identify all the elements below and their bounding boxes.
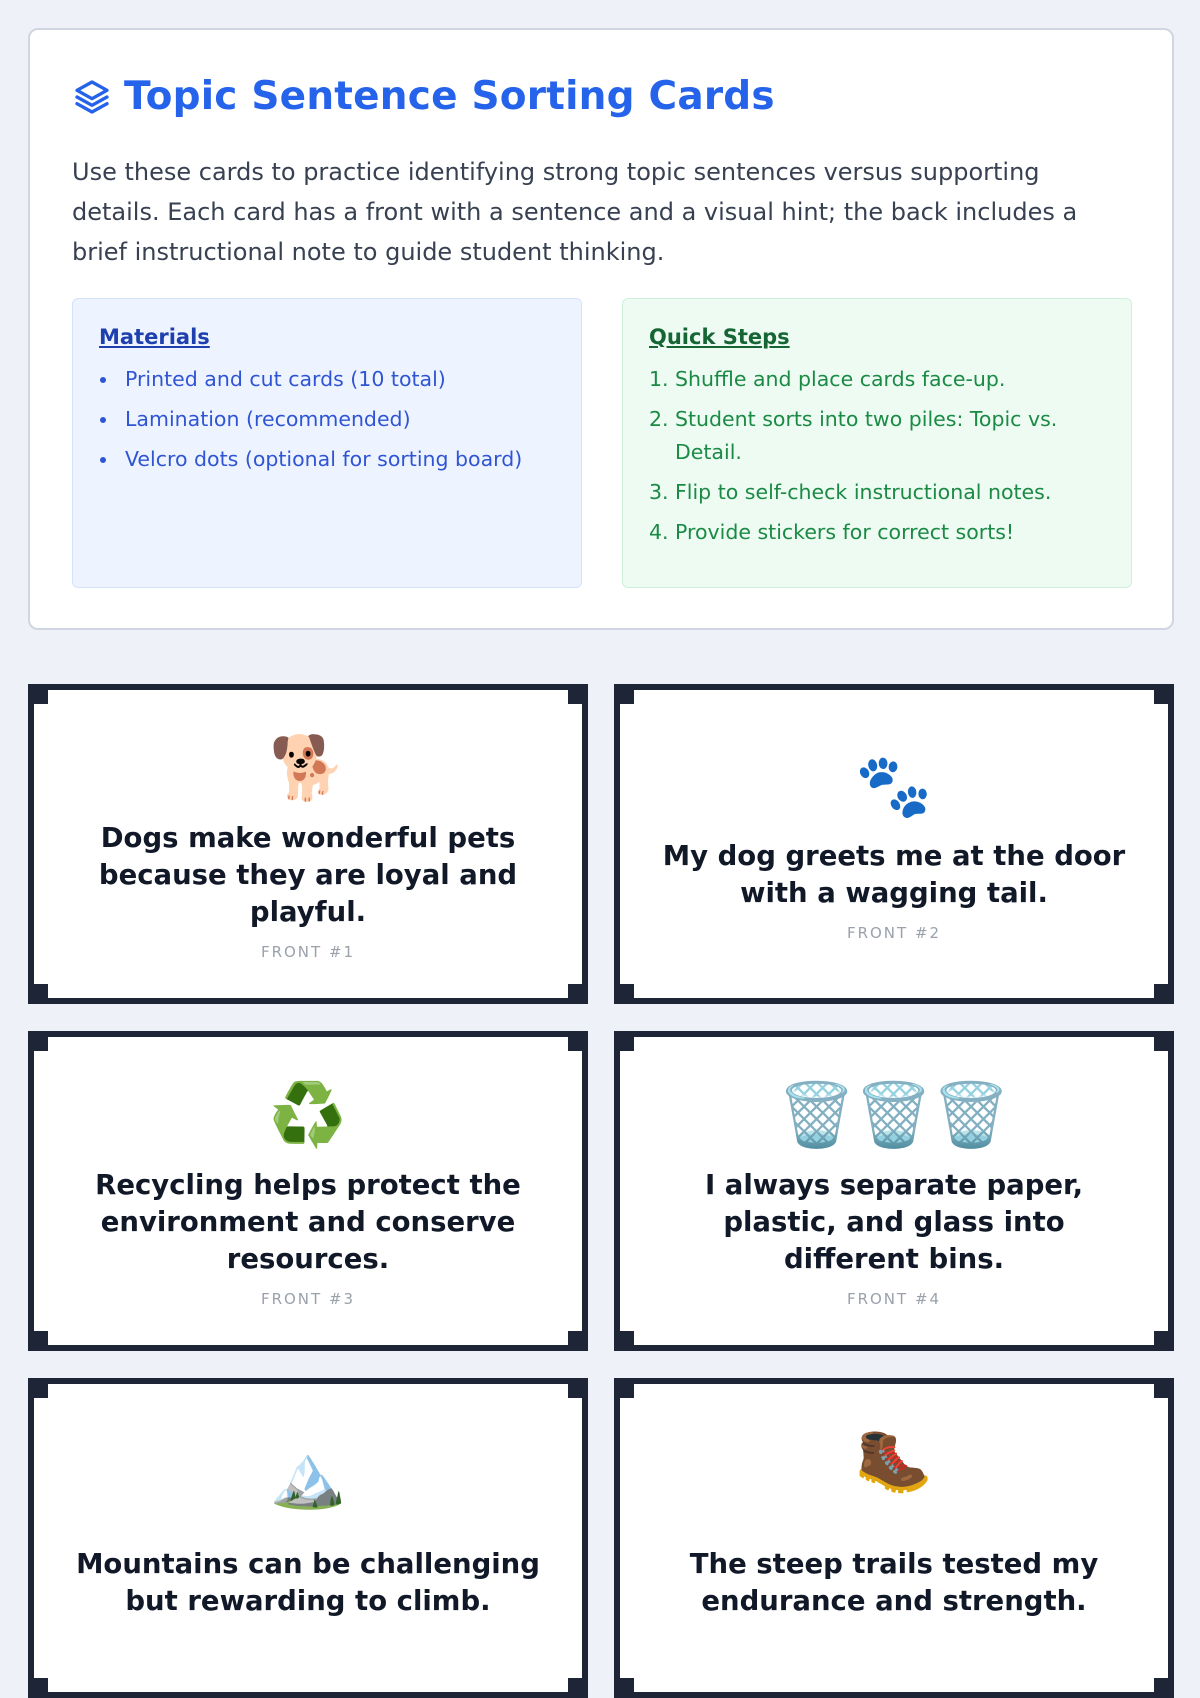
materials-title: Materials — [99, 325, 210, 349]
card-sentence: Recycling helps protect the environment and conserve resources. — [95, 1168, 521, 1275]
card-sentence: I always separate paper, plastic, and glass into different bins. — [704, 1168, 1084, 1275]
materials-item: Lamination (recommended) — [99, 403, 555, 436]
card-label: FRONT #1 — [260, 942, 356, 961]
layers-icon — [72, 77, 112, 117]
step-item — [649, 476, 1105, 509]
step-number: 1. — [649, 367, 669, 391]
card-sentence: Mountains can be challenging but rewarding to climb. — [76, 1548, 540, 1617]
card-sentence: Dogs make wonderful pets because they are loyal and playful. — [98, 821, 518, 928]
step-item — [649, 403, 1105, 469]
sorting-card-1[interactable] — [28, 684, 588, 1004]
sorting-card-3[interactable] — [28, 1031, 588, 1351]
step-item — [649, 516, 1105, 549]
step-number: 3. — [649, 480, 669, 504]
step-number: 4. — [649, 520, 669, 544]
card-label: FRONT #2 — [846, 924, 942, 942]
sorting-card-5[interactable] — [28, 1378, 588, 1698]
recycle-icon: ♻️ — [269, 1077, 347, 1151]
materials-item: Velcro dots (optional for sorting board) — [99, 443, 555, 476]
card-label: FRONT #4 — [846, 1289, 942, 1308]
intro-text: Use these cards to practice identifying strong topic sentences versus supporting details. Each card has a front with a sentence and a visual hint; the back includes a brief instructional note to guide student thinking. — [72, 158, 1078, 266]
quick-steps-title: Quick Steps — [649, 325, 790, 349]
intro-panel — [28, 28, 1174, 630]
quick-steps-box — [622, 298, 1132, 588]
materials-box — [72, 298, 582, 588]
paw-prints-icon: 🐾 — [855, 749, 933, 822]
wastebaskets-icon: 🗑️🗑️🗑️ — [778, 1077, 1010, 1151]
card-sentence: The steep trails tested my endurance and strength. — [689, 1548, 1099, 1617]
step-text: Provide stickers for correct sorts! — [675, 520, 1015, 544]
step-text: Student sorts into two piles: Topic vs. Detail. — [675, 407, 1058, 464]
step-number: 2. — [649, 407, 669, 431]
sorting-card-4[interactable] — [614, 1031, 1174, 1351]
materials-list — [99, 363, 555, 476]
card-sentence: My dog greets me at the door with a wagging tail. — [662, 840, 1126, 909]
hiking-boot-icon: 🥾 — [855, 1423, 933, 1496]
step-text: Shuffle and place cards face-up. — [675, 367, 1006, 391]
quick-steps-list — [649, 363, 1105, 549]
step-text: Flip to self-check instructional notes. — [675, 480, 1052, 504]
step-item — [649, 363, 1105, 396]
materials-item: Printed and cut cards (10 total) — [99, 363, 555, 396]
title-row — [72, 74, 775, 119]
mountain-icon: 🏔️ — [269, 1439, 347, 1512]
sorting-card-6[interactable] — [614, 1378, 1174, 1698]
page-title: Topic Sentence Sorting Cards — [124, 74, 775, 119]
card-label: FRONT #3 — [260, 1289, 356, 1308]
dog-icon: 🐕 — [269, 730, 347, 804]
sorting-card-2[interactable] — [614, 684, 1174, 1004]
